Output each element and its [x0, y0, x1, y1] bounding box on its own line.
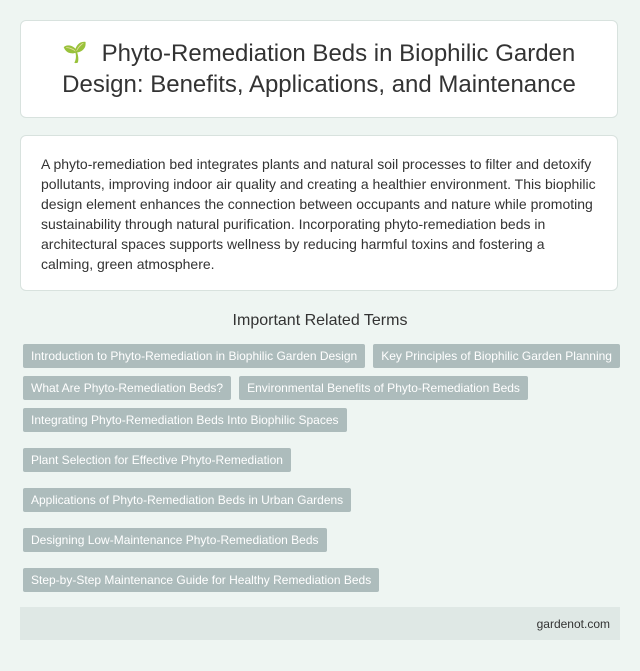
- sprout-icon: 🌱: [62, 42, 88, 64]
- related-term-link[interactable]: Designing Low-Maintenance Phyto-Remediation Beds: [23, 528, 327, 552]
- title-card: [20, 20, 618, 118]
- related-term-link[interactable]: Step-by-Step Maintenance Guide for Healthy Remediation Beds: [23, 568, 379, 592]
- footer: [20, 607, 620, 640]
- related-term-link[interactable]: Integrating Phyto-Remediation Beds Into Biophilic Spaces: [23, 408, 347, 432]
- related-terms-heading: Important Related Terms: [232, 312, 408, 329]
- related-term-link[interactable]: Plant Selection for Effective Phyto-Remediation: [23, 448, 291, 472]
- related-term-link[interactable]: Environmental Benefits of Phyto-Remediation Beds: [239, 376, 528, 400]
- page-title-text: Phyto-Remediation Beds in Biophilic Garden Design: Benefits, Applications, and Maintenance: [62, 40, 576, 98]
- description-card: [20, 135, 618, 291]
- related-term-link[interactable]: Introduction to Phyto-Remediation in Biophilic Garden Design: [23, 344, 365, 368]
- related-terms-list: [23, 344, 623, 632]
- related-term-link[interactable]: Key Principles of Biophilic Garden Planning: [373, 344, 620, 368]
- footer-site-name: gardenot.com: [536, 616, 610, 631]
- related-term-link[interactable]: What Are Phyto-Remediation Beds?: [23, 376, 231, 400]
- page-title: [45, 38, 593, 100]
- related-term-link[interactable]: Applications of Phyto-Remediation Beds in Urban Gardens: [23, 488, 351, 512]
- description-text: A phyto-remediation bed integrates plants and natural soil processes to filter and detoxify pollutants, improving indoor air quality and creating a healthier environment. This biophilic design element enhances the connection between occupants and nature while promoting sustainability through natural purification. Incorporating phyto-remediation beds in architectural spaces supports wellness by reducing harmful toxins and fostering a calming, green atmosphere.: [41, 156, 596, 272]
